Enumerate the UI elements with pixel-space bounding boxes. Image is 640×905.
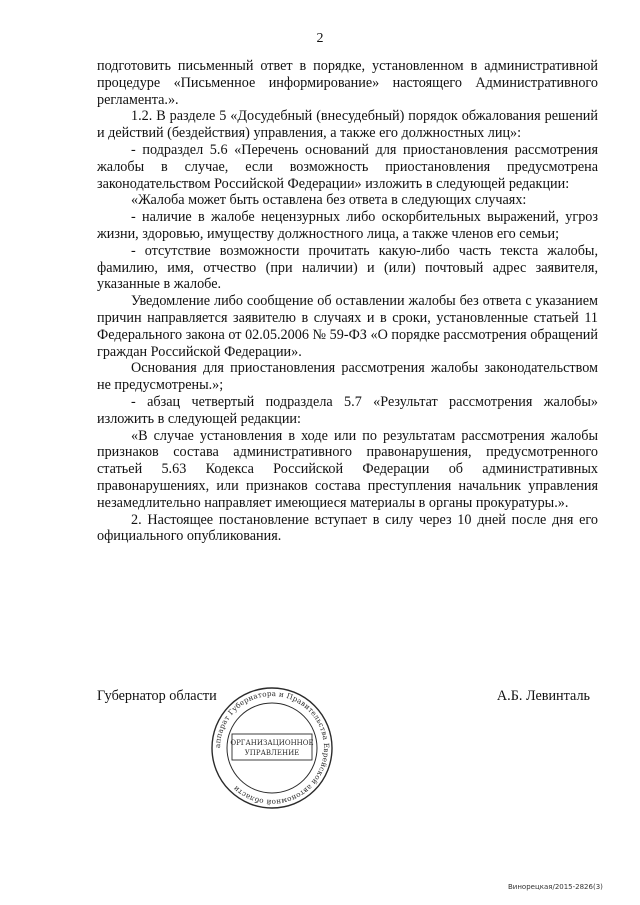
stamp-center-line1: ОРГАНИЗАЦИОННОЕ <box>230 739 314 747</box>
paragraph: 2. Настоящее постановление вступает в силу через 10 дней после дня его официального опубликования. <box>97 511 598 545</box>
paragraph: «Жалоба может быть оставлена без ответа в следующих случаях: <box>131 192 527 209</box>
signatory-name: А.Б. Левинталь <box>496 688 590 704</box>
paragraph: Основания для приостановления рассмотрения жалобы законодательством не предусмотрены.»; <box>97 360 598 394</box>
document-reference-code: Винорецкая/2015-2826(3) <box>508 883 603 891</box>
stamp-center-line2: УПРАВЛЕНИЕ <box>244 749 300 757</box>
signature-block <box>97 688 598 708</box>
page-number: 2 <box>316 31 324 46</box>
stamp-ring-text: аппарат Губернатора и Правительства Еврейской автономной области <box>212 688 332 808</box>
paragraph: 1.2. В разделе 5 «Досудебный (внесудебный) порядок обжалования решений и действий (бездействия) управления, а также его должностных лиц»: <box>97 108 598 142</box>
paragraph: - абзац четвертый подраздела 5.7 «Результат рассмотрения жалобы» изложить в следующей редакции: <box>97 393 598 427</box>
paragraph: Уведомление либо сообщение об оставлении жалобы без ответа с указанием причин направляется заявителю в случаях и в сроки, установленные статьей 11 Федерального закона от 02.05.2006 № 59-ФЗ «О порядке рассмотрения обращений граждан Российской Федерации». <box>97 293 598 360</box>
official-seal-stamp <box>206 686 338 810</box>
paragraph: - отсутствие возможности прочитать какую-либо часть текста жалобы, фамилию, имя, отчество (при наличии) и (или) почтовый адрес заявителя, указанные в жалобе. <box>97 242 598 293</box>
paragraph: «В случае установления в ходе или по результатам рассмотрения жалобы признаков состава административного правонарушения, предусмотренного статьей 5.63 Кодекса Российской Федерации об административных правонарушениях, или признаков состава преступления начальник управления незамедлительно направляет имеющиеся материалы в органы прокуратуры.». <box>97 427 598 511</box>
paragraph: - подраздел 5.6 «Перечень оснований для приостановления рассмотрения жалобы в случае, если возможность приостановления предусмотрена законодательством Российской Федерации» изложить в следующей редакции: <box>97 141 598 192</box>
document-body <box>97 58 598 545</box>
paragraph: подготовить письменный ответ в порядке, установленном в административной процедуре «Письменное информирование» настоящего Административного регламента.». <box>97 58 598 108</box>
paragraph: - наличие в жалобе нецензурных либо оскорбительных выражений, угроз жизни, здоровью, имуществу должностного лица, а также членов его семьи; <box>97 209 598 242</box>
signatory-title: Губернатор области <box>97 688 217 704</box>
